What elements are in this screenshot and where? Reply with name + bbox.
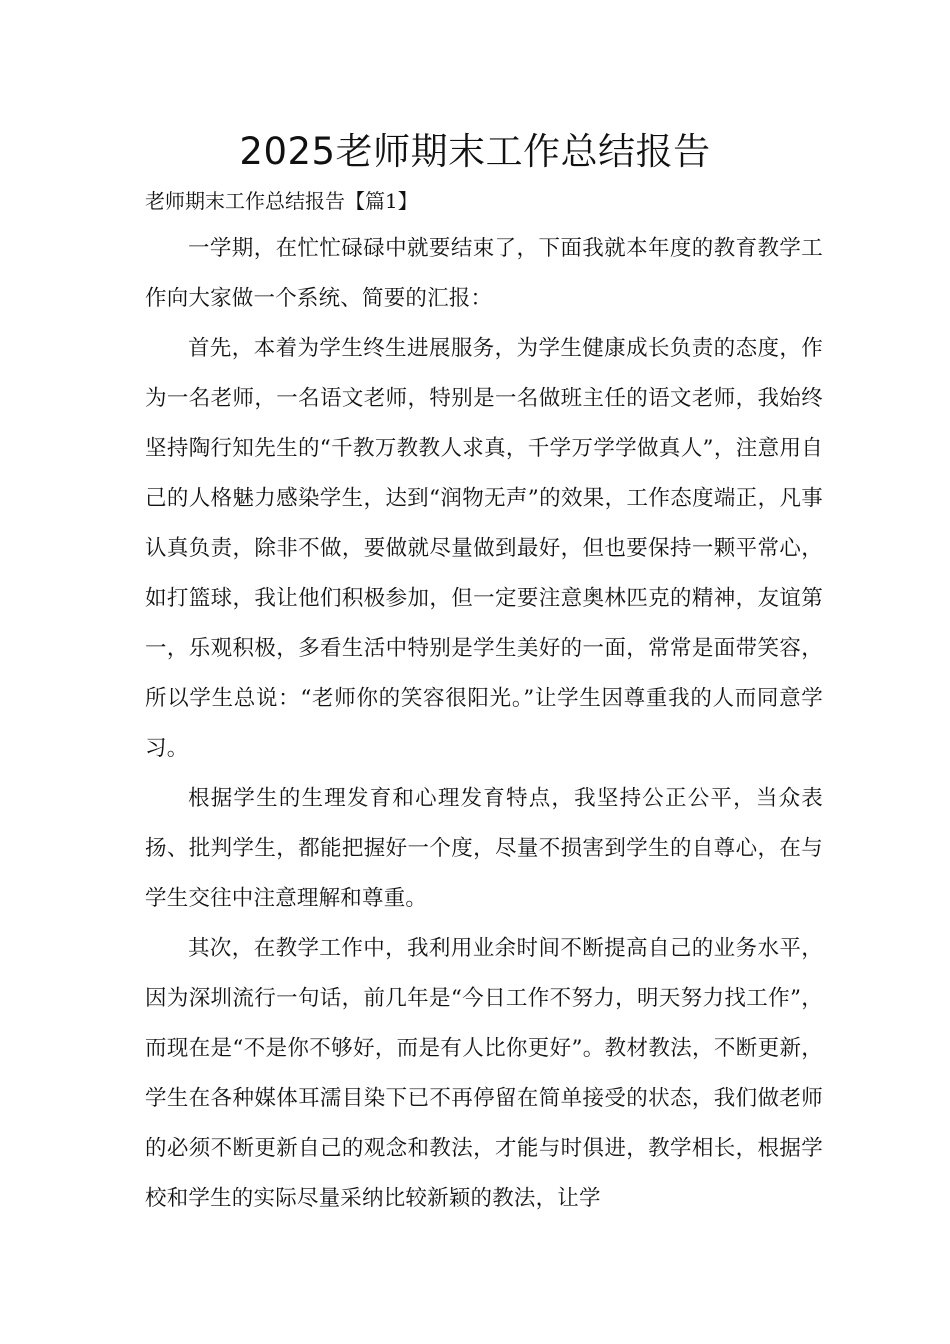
document-title: 2025老师期末工作总结报告	[239, 130, 711, 173]
section-heading: 老师期末工作总结报告【篇1】	[145, 189, 418, 213]
paragraph: 首先，本着为学生终生进展服务，为学生健康成长负责的态度，作为一名老师，一名语文老师，特别是一名做班主任的语文老师，我始终坚持陶行知先生的“千教万教教人求真，千学万学学做真人”，注意用自己的人格魅力感染学生，达到“润物无声”的效果，工作态度端正，凡事认真负责，除非不做，要做就尽量做到最好，但也要保持一颗平常心，如打篮球，我让他们积极参加，但一定要注意奥林匹克的精神，友谊第一，乐观积极，多看生活中特别是学生美好的一面，常常是面带笑容，所以学生总说：“老师你的笑容很阳光。”让学生因尊重我的人而同意学习。	[145, 336, 823, 761]
paragraph: 根据学生的生理发育和心理发育特点，我坚持公正公平，当众表扬、批判学生，都能把握好一个度，尽量不损害到学生的自尊心，在与学生交往中注意理解和尊重。	[145, 786, 823, 911]
paragraph: 一学期，在忙忙碌碌中就要结束了，下面我就本年度的教育教学工作向大家做一个系统、简要的汇报：	[145, 236, 823, 311]
paragraph: 其次，在教学工作中，我利用业余时间不断提高自己的业务水平，因为深圳流行一句话，前几年是“今日工作不努力，明天努力找工作”，而现在是“不是你不够好，而是有人比你更好”。教材教法，不断更新，学生在各种媒体耳濡目染下已不再停留在简单接受的状态，我们做老师的必须不断更新自己的观念和教法，才能与时俱进，教学相长，根据学校和学生的实际尽量采纳比较新颖的教法，让学	[145, 936, 823, 1211]
